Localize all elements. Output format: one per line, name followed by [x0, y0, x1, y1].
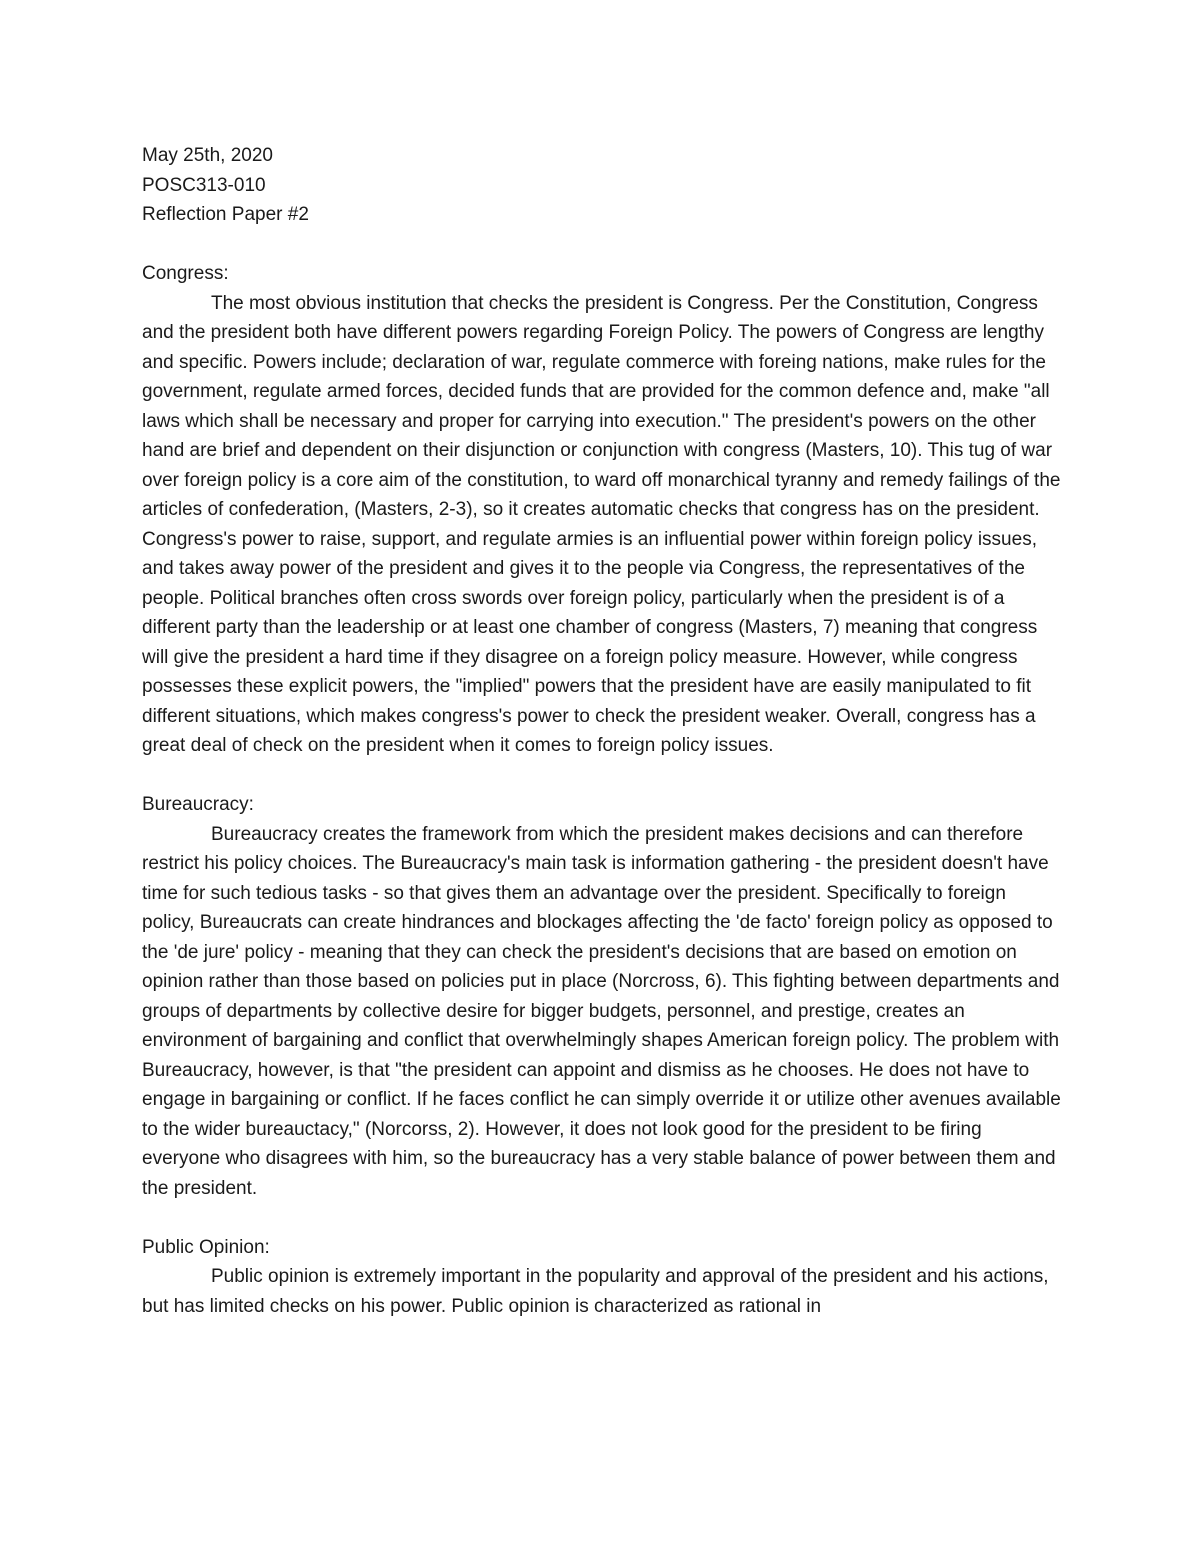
document-content	[142, 141, 1062, 1321]
spacer	[142, 1203, 1062, 1233]
section-paragraph: Bureaucracy creates the framework from which the president makes decisions and can therefore restrict his policy choices. The Bureaucracy's main task is information gathering - the president doesn't have time for such tedious tasks - so that gives them an advantage over the president. Specifically to foreign policy, Bureaucrats can create hindrances and blockages affecting the 'de facto' foreign policy as opposed to the 'de jure' policy - meaning that they can check the president's decisions that are based on emotion on opinion rather than those based on policies put in place (Norcross, 6). This fighting between departments and groups of departments by collective desire for bigger budgets, personnel, and prestige, creates an environment of bargaining and conflict that overwhelmingly shapes American foreign policy. The problem with Bureaucracy, however, is that "the president can appoint and dismiss as he chooses. He does not have to engage in bargaining or conflict. If he faces conflict he can simply override it or utilize other avenues available to the wider bureauctacy," (Norcorss, 2). However, it does not look good for the president to be firing everyone who disagrees with him, so the bureaucracy has a very stable balance of power between them and the president.	[142, 823, 1061, 1199]
section-bureaucracy	[142, 790, 1062, 1203]
spacer	[142, 230, 1062, 260]
spacer	[142, 761, 1062, 791]
section-paragraph: The most obvious institution that checks the president is Congress. Per the Constitution, Congress and the president both have different powers regarding Foreign Policy. The powers of Congress are lengthy and specific. Powers include; declaration of war, regulate commerce with foreing nations, make rules for the government, regulate armed forces, decided funds that are provided for the common defence and, make "all laws which shall be necessary and proper for carrying into execution." The president's powers on the other hand are brief and dependent on their disjunction or conjunction with congress (Masters, 10). This tug of war over foreign policy is a core aim of the constitution, to ward off monarchical tyranny and remedy failings of the articles of confederation, (Masters, 2-3), so it creates automatic checks that congress has on the president. Congress's power to raise, support, and regulate armies is an influential power within foreign policy issues, and takes away power of the president and gives it to the people via Congress, the representatives of the people. Political branches often cross swords over foreign policy, particularly when the president is of a different party than the leadership or at least one chamber of congress (Masters, 7) meaning that congress will give the president a hard time if they disagree on a foreign policy measure. However, while congress possesses these explicit powers, the "implied" powers that the president have are easily manipulated to fit different situations, which makes congress's power to check the president weaker. Overall, congress has a great deal of check on the president when it comes to foreign policy issues.	[142, 292, 1061, 756]
section-heading: Bureaucracy:	[142, 794, 254, 815]
section-heading: Public Opinion:	[142, 1236, 270, 1258]
header-course: POSC313-010	[142, 174, 266, 196]
section-congress	[142, 259, 1062, 761]
section-paragraph: Public opinion is extremely important in the popularity and approval of the president and his actions, but has limited checks on his power. Public opinion is characterized as rational in	[142, 1266, 1049, 1317]
header-date: May 25th, 2020	[142, 145, 273, 166]
section-heading: Congress:	[142, 263, 229, 284]
header-title: Reflection Paper #2	[142, 204, 309, 225]
section-public-opinion	[142, 1233, 1062, 1322]
